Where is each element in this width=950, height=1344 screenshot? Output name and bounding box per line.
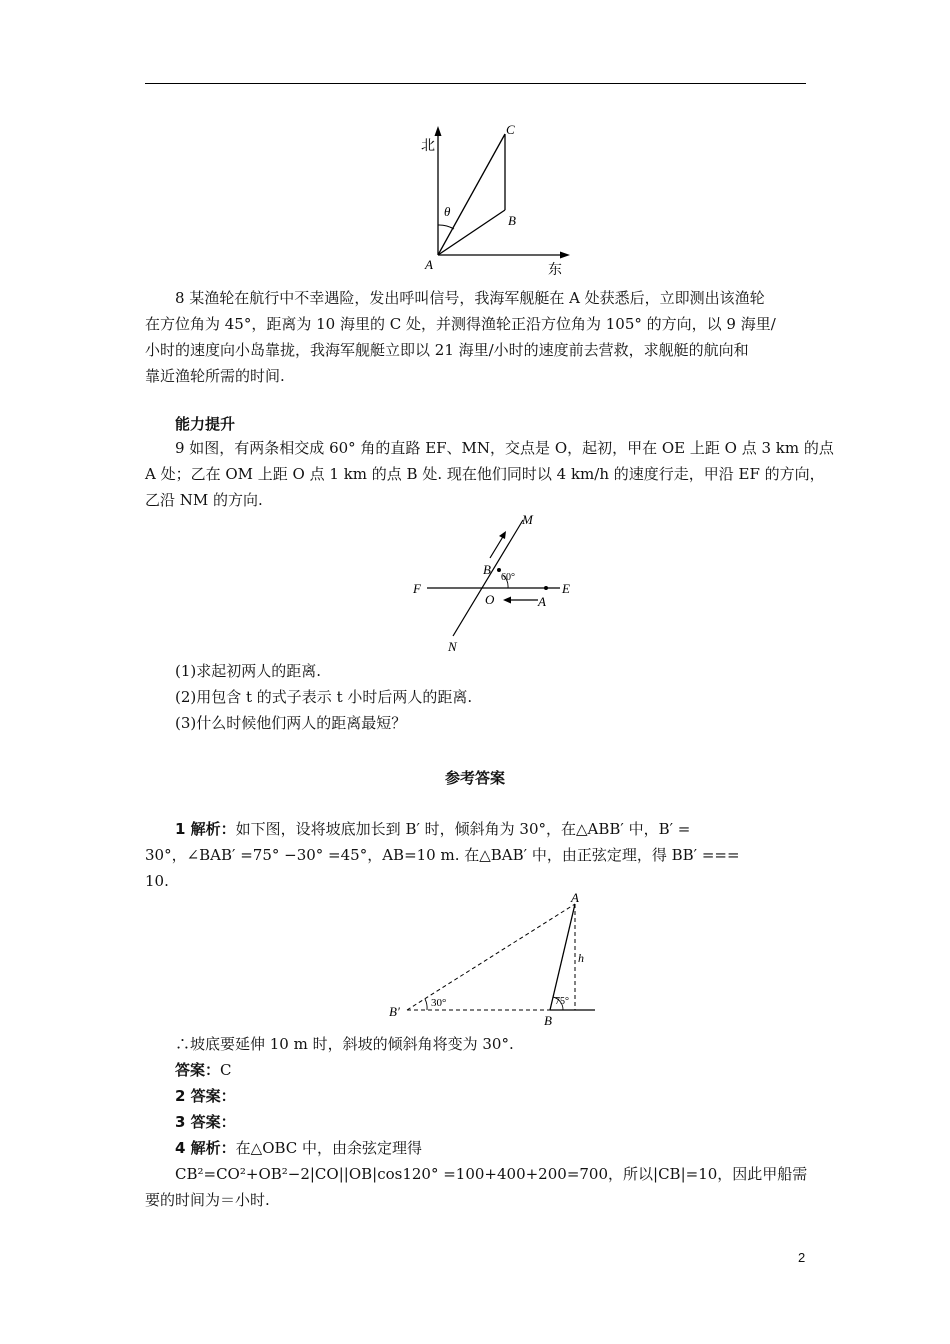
a1-line-2: 30°，∠BAB′ =75° −30° =45°，AB=10 m. 在△BAB′ 中，由正弦定理，得 BB′ === <box>145 846 740 864</box>
label-O: O <box>485 592 495 607</box>
q9-subquestions <box>175 658 795 736</box>
a1-label: 1 解析： <box>175 820 236 838</box>
figure-roads-diagram <box>405 508 585 658</box>
question-8 <box>145 285 807 389</box>
section-title: 能力提升 <box>175 415 236 433</box>
q9-line-2: A 处；乙在 OM 上距 O 点 1 km 的点 B 处. 现在他们同时以 4 km/h 的速度行走，甲沿 EF 的方向， <box>145 465 825 483</box>
a3-label: 3 答案： <box>175 1113 236 1131</box>
label-C: C <box>506 122 515 137</box>
page-number: 2 <box>798 1250 806 1265</box>
a4-line-1: CB²=CO²+OB²−2|CO||OB|cos120° =100+400+200=700，所以|CB|=10，因此甲船需 <box>175 1165 808 1183</box>
a1-line-1 <box>145 816 807 842</box>
a1-text-1: 如下图，设将坡底加长到 B′ 时，倾斜角为 30°，在△ABB′ 中，B′ = <box>235 820 691 838</box>
q8-line-3: 小时的速度向小岛靠拢，我海军舰艇立即以 21 海里/小时的速度前去营救，求舰艇的航向和 <box>145 341 749 359</box>
q9-line-1: 9 如图，有两条相交成 60° 角的直路 EF、MN，交点是 O，起初，甲在 OE 上距 O 点 3 km 的点 <box>175 439 834 457</box>
label-east: 东 <box>548 263 562 278</box>
label-A: A <box>425 257 433 272</box>
header-rule <box>145 83 806 84</box>
answers-title: 参考答案 <box>444 769 505 787</box>
a4-head <box>175 1135 807 1161</box>
label-theta: θ <box>444 204 451 219</box>
label-F: F <box>413 581 421 596</box>
label-A: A <box>538 594 546 609</box>
figure-slope-diagram <box>385 892 600 1027</box>
a1-answer-label: 答案： <box>175 1061 221 1079</box>
q9-sub-1: (1)求起初两人的距离. <box>175 662 322 680</box>
q9-sub-2: (2)用包含 t 的式子表示 t 小时后两人的距离. <box>175 688 473 706</box>
label-N: N <box>448 639 457 654</box>
answer-4-formula <box>145 1161 807 1213</box>
a1-conclusion: ∴坡底要延伸 10 m 时，斜坡的倾斜角将变为 30°. <box>175 1035 514 1053</box>
label-75: 75° <box>555 996 569 1007</box>
figure-bearing-diagram <box>410 120 580 280</box>
label-angle: 60° <box>501 572 515 583</box>
a2-label: 2 答案： <box>175 1087 236 1105</box>
a4-text: 在△OBC 中，由余弦定理得 <box>235 1139 423 1157</box>
a1-line-3: 10. <box>145 872 169 890</box>
label-B: B <box>483 562 491 577</box>
q8-line-1: 8 某渔轮在航行中不幸遇险，发出呼叫信号，我海军舰艇在 A 处获悉后，立即测出该渔轮 <box>175 289 765 307</box>
a1-answer-value: C <box>220 1061 232 1079</box>
a1-answer <box>175 1057 807 1083</box>
q8-line-2: 在方位角为 45°，距离为 10 海里的 C 处，并测得渔轮正沿方位角为 105° 的方向，以 9 海里/ <box>145 315 776 333</box>
label-h: h <box>578 951 584 965</box>
q9-sub-3: (3)什么时候他们两人的距离最短？ <box>175 714 407 732</box>
label-B: B <box>508 213 516 228</box>
label-B: B <box>544 1013 552 1027</box>
label-E: E <box>562 581 570 596</box>
a4-label: 4 解析： <box>175 1139 236 1157</box>
q8-line-4: 靠近渔轮所需的时间. <box>145 367 285 385</box>
label-Bprime: B′ <box>389 1004 400 1019</box>
question-9 <box>145 435 834 513</box>
answer-block <box>175 1031 807 1161</box>
label-M: M <box>522 512 533 527</box>
label-north: 北 <box>421 139 435 154</box>
answer-1 <box>145 816 807 894</box>
a4-line-2: 要的时间为＝小时. <box>145 1191 270 1209</box>
q9-line-3: 乙沿 NM 的方向. <box>145 491 263 509</box>
label-A: A <box>571 892 579 905</box>
label-30: 30° <box>431 997 447 1009</box>
